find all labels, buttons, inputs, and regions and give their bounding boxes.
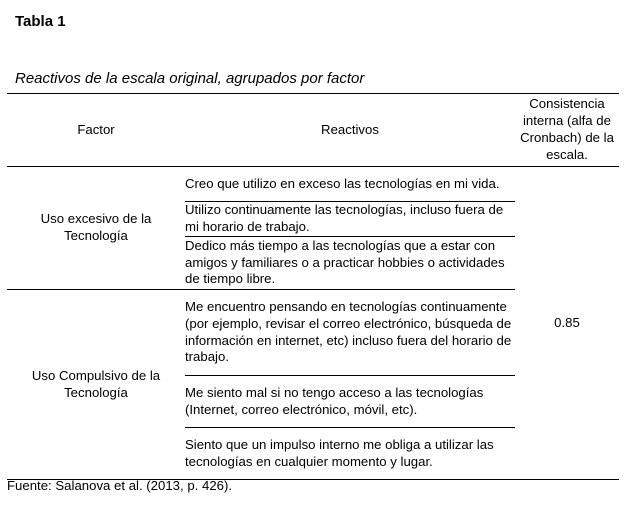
item-cell: Me siento mal si no tengo acceso a las tecnologías (Internet, correo electrónico, móvil, etc). bbox=[185, 376, 515, 428]
item-cell: Me encuentro pensando en tecnologías continuamente (por ejemplo, revisar el correo electrónico, búsqueda de información en internet, etc) incluso fuera del horario de trabajo. bbox=[185, 290, 515, 376]
factor-label: Uso Compulsivo de la Tecnología bbox=[31, 367, 161, 400]
header-alpha: Consistencia interna (alfa de Cronbach) de la escala. bbox=[520, 96, 614, 162]
table-caption: Reactivos de la escala original, agrupados por factor bbox=[15, 70, 365, 87]
header-factor: Factor bbox=[77, 121, 115, 137]
item-cell: Utilizo continuamente las tecnologías, incluso fuera de mi horario de trabajo. bbox=[185, 202, 515, 237]
table-number: Tabla 1 bbox=[15, 13, 66, 30]
header-items: Reactivos bbox=[321, 121, 379, 137]
alpha-value: 0.85 bbox=[554, 314, 580, 330]
factor-label: Uso excesivo de la Tecnología bbox=[40, 211, 152, 243]
table-header-row bbox=[7, 94, 619, 167]
reactivos-table bbox=[7, 93, 619, 480]
factor-cell-compulsive bbox=[7, 290, 185, 480]
factor-cell-excessive bbox=[7, 167, 185, 290]
table-row bbox=[7, 167, 619, 202]
item-cell: Creo que utilizo en exceso las tecnologías en mi vida. bbox=[185, 167, 515, 202]
item-cell: Dedico más tiempo a las tecnologías que a estar con amigos y familiares o a practicar hobbies o actividades de tiempo libre. bbox=[185, 237, 515, 290]
source-note: Fuente: Salanova et al. (2013, p. 426). bbox=[7, 478, 233, 493]
item-cell: Siento que un impulso interno me obliga a utilizar las tecnologías en cualquier momento y lugar. bbox=[185, 436, 494, 469]
